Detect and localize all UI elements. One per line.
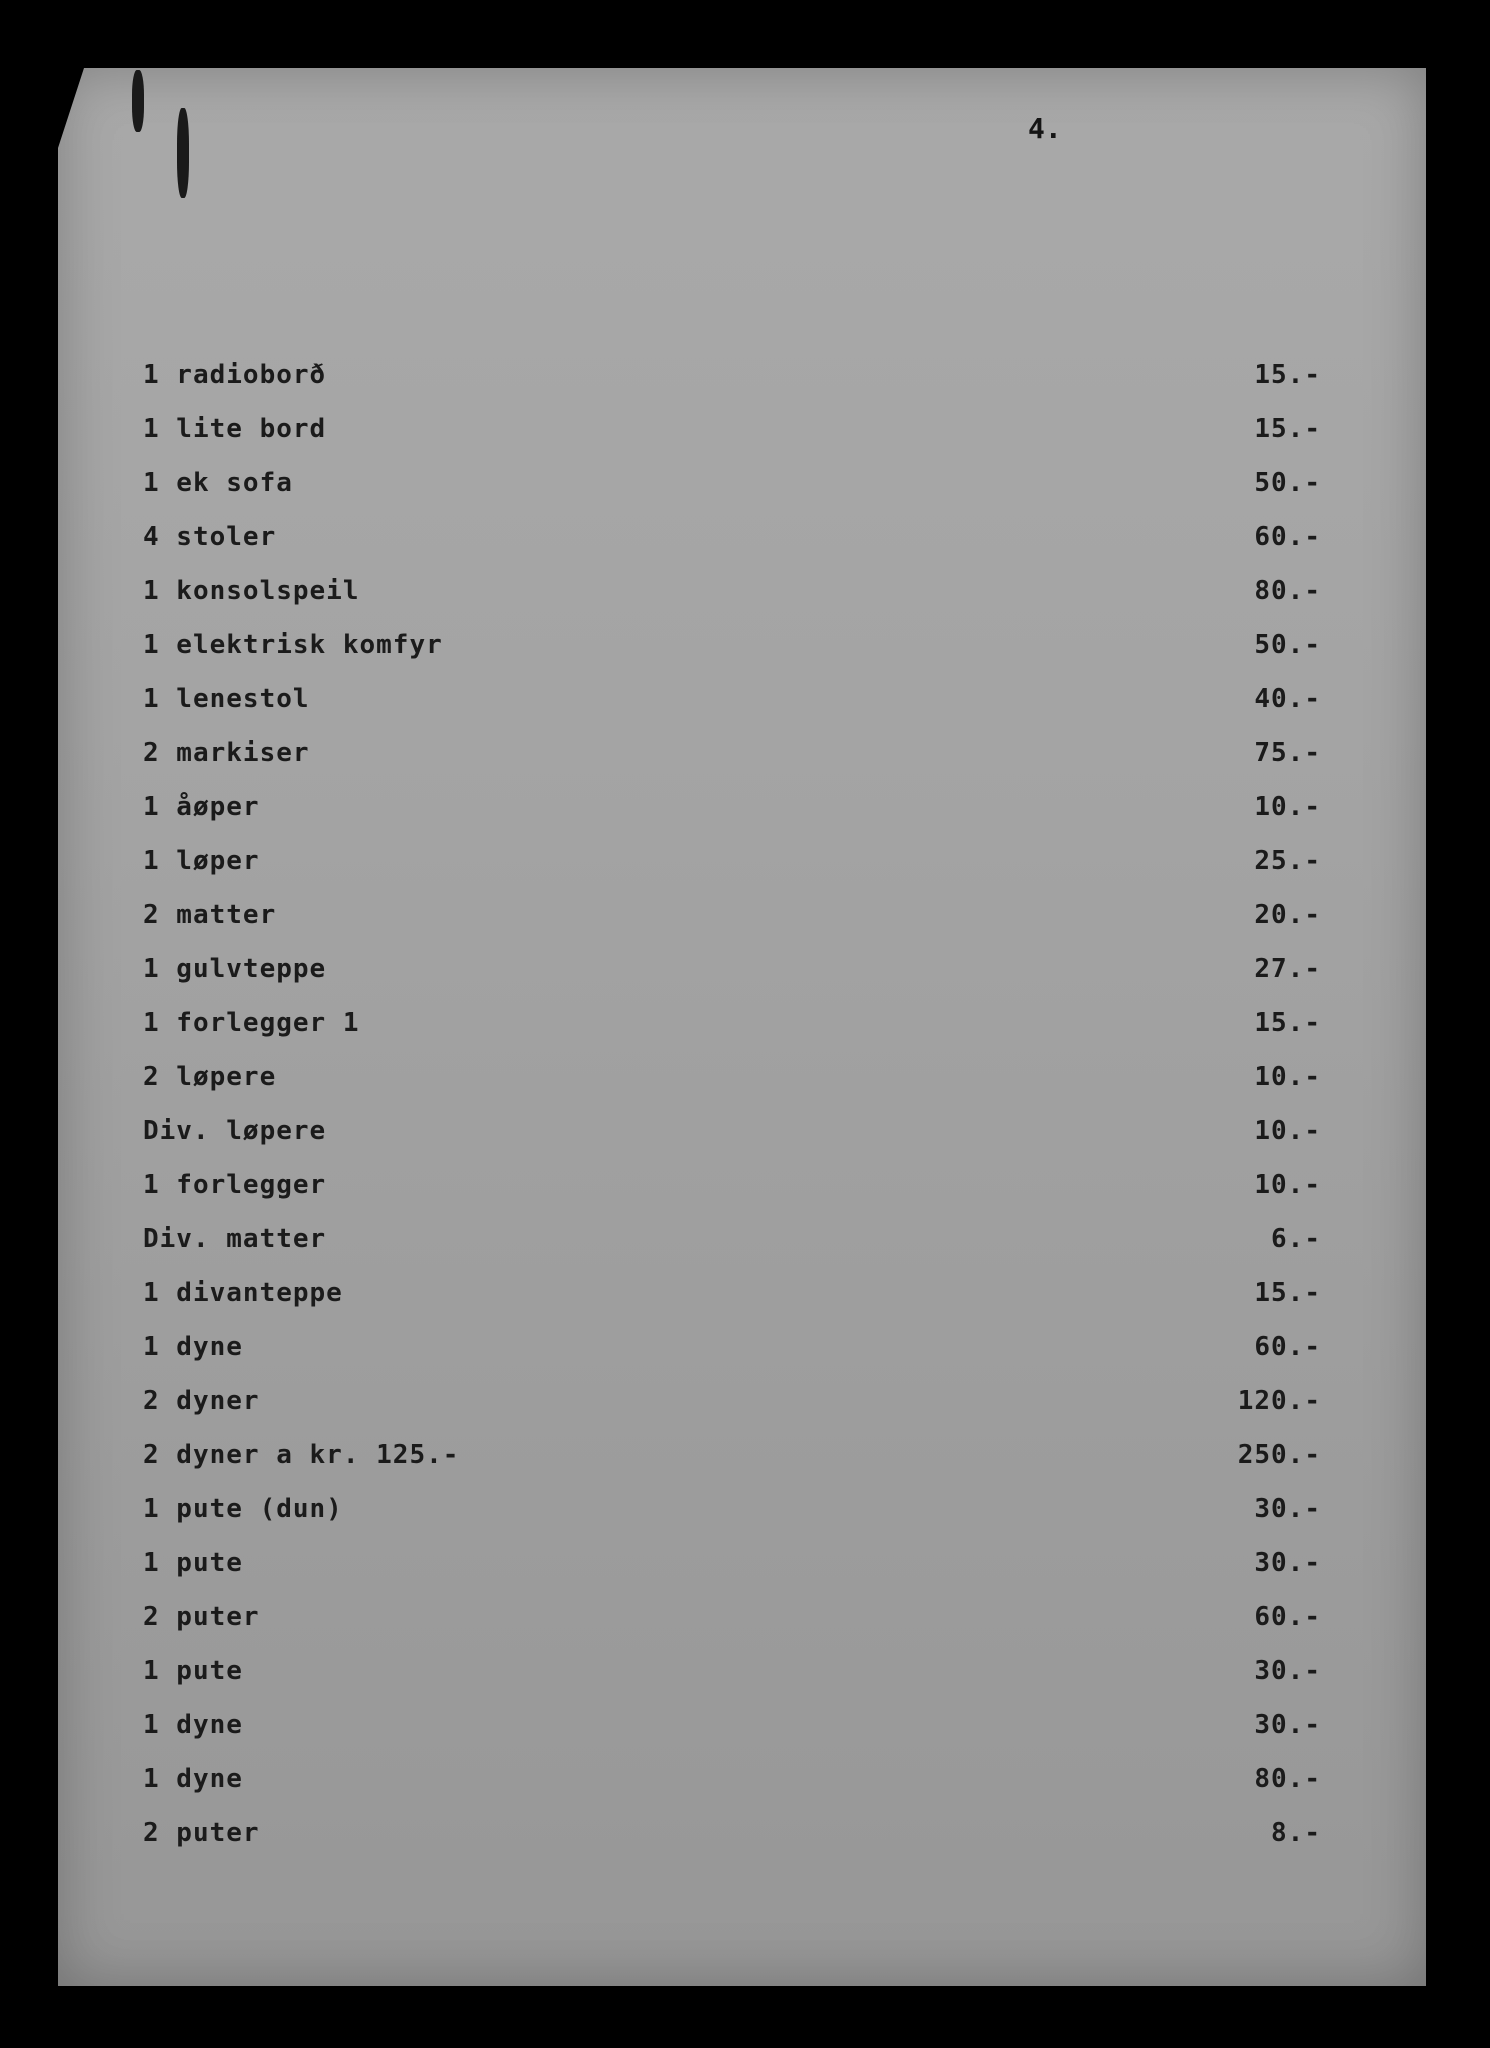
item-description: 1 lenestol [143,684,310,714]
item-description: 1 ek sofa [143,468,293,498]
item-price: 75.- [1254,738,1321,768]
inventory-row [143,1062,1321,1116]
item-price: 80.- [1254,1764,1321,1794]
item-description: 1 pute (dun) [143,1494,343,1524]
item-description: 1 elektrisk komfyr [143,630,443,660]
inventory-row [143,1818,1321,1872]
item-description: 2 markiser [143,738,310,768]
inventory-row [143,630,1321,684]
item-description: Div. løpere [143,1116,327,1146]
item-description: 1 divanteppe [143,1278,343,1308]
inventory-row [143,1656,1321,1710]
page-number: 4. [1028,112,1062,145]
item-price: 15.- [1254,360,1321,390]
inventory-row [143,846,1321,900]
item-price: 80.- [1254,576,1321,606]
inventory-row [143,1494,1321,1548]
item-description: 1 lite bord [143,414,327,444]
item-price: 15.- [1254,414,1321,444]
item-price: 50.- [1254,468,1321,498]
inventory-row [143,1440,1321,1494]
item-price: 60.- [1254,1332,1321,1362]
item-price: 10.- [1254,792,1321,822]
item-price: 10.- [1254,1116,1321,1146]
corner-fold [58,68,84,148]
item-description: 1 pute [143,1548,243,1578]
item-description: 2 dyner a kr. 125.- [143,1440,460,1470]
inventory-row [143,414,1321,468]
item-description: 1 dyne [143,1764,243,1794]
inventory-row [143,738,1321,792]
item-price: 10.- [1254,1170,1321,1200]
inventory-row [143,1764,1321,1818]
item-description: 1 dyne [143,1710,243,1740]
item-price: 10.- [1254,1062,1321,1092]
item-price: 8.- [1271,1818,1321,1848]
item-description: 1 gulvteppe [143,954,327,984]
item-description: 1 forlegger [143,1170,327,1200]
inventory-row [143,792,1321,846]
item-price: 30.- [1254,1494,1321,1524]
inventory-row [143,1116,1321,1170]
item-description: 2 dyner [143,1386,260,1416]
inventory-row [143,360,1321,414]
inventory-row [143,1224,1321,1278]
item-price: 50.- [1254,630,1321,660]
inventory-row [143,522,1321,576]
item-price: 6.- [1271,1224,1321,1254]
inventory-row [143,684,1321,738]
item-price: 60.- [1254,1602,1321,1632]
inventory-row [143,1008,1321,1062]
item-description: 1 konsolspeil [143,576,360,606]
item-description: 4 stoler [143,522,277,552]
item-description: 1 radioborð [143,360,327,390]
item-description: 1 løper [143,846,260,876]
item-price: 250.- [1237,1440,1321,1470]
inventory-row [143,1602,1321,1656]
item-description: 1 åøper [143,792,260,822]
item-price: 20.- [1254,900,1321,930]
inventory-row [143,1170,1321,1224]
inventory-row [143,900,1321,954]
item-price: 27.- [1254,954,1321,984]
inventory-row [143,576,1321,630]
inventory-row [143,1278,1321,1332]
item-price: 15.- [1254,1008,1321,1038]
inventory-row [143,1548,1321,1602]
inventory-list [143,360,1321,1872]
item-description: 1 pute [143,1656,243,1686]
inventory-row [143,1332,1321,1386]
ink-mark [132,70,144,132]
ink-mark [177,108,189,198]
item-price: 15.- [1254,1278,1321,1308]
item-description: Div. matter [143,1224,327,1254]
inventory-row [143,1386,1321,1440]
item-description: 1 dyne [143,1332,243,1362]
inventory-row [143,468,1321,522]
item-description: 1 forlegger 1 [143,1008,360,1038]
item-price: 40.- [1254,684,1321,714]
item-description: 2 puter [143,1818,260,1848]
item-price: 30.- [1254,1656,1321,1686]
item-price: 25.- [1254,846,1321,876]
inventory-row [143,1710,1321,1764]
item-price: 30.- [1254,1710,1321,1740]
item-price: 120.- [1237,1386,1321,1416]
item-description: 2 matter [143,900,277,930]
item-description: 2 puter [143,1602,260,1632]
item-description: 2 løpere [143,1062,277,1092]
inventory-row [143,954,1321,1008]
item-price: 60.- [1254,522,1321,552]
item-price: 30.- [1254,1548,1321,1578]
